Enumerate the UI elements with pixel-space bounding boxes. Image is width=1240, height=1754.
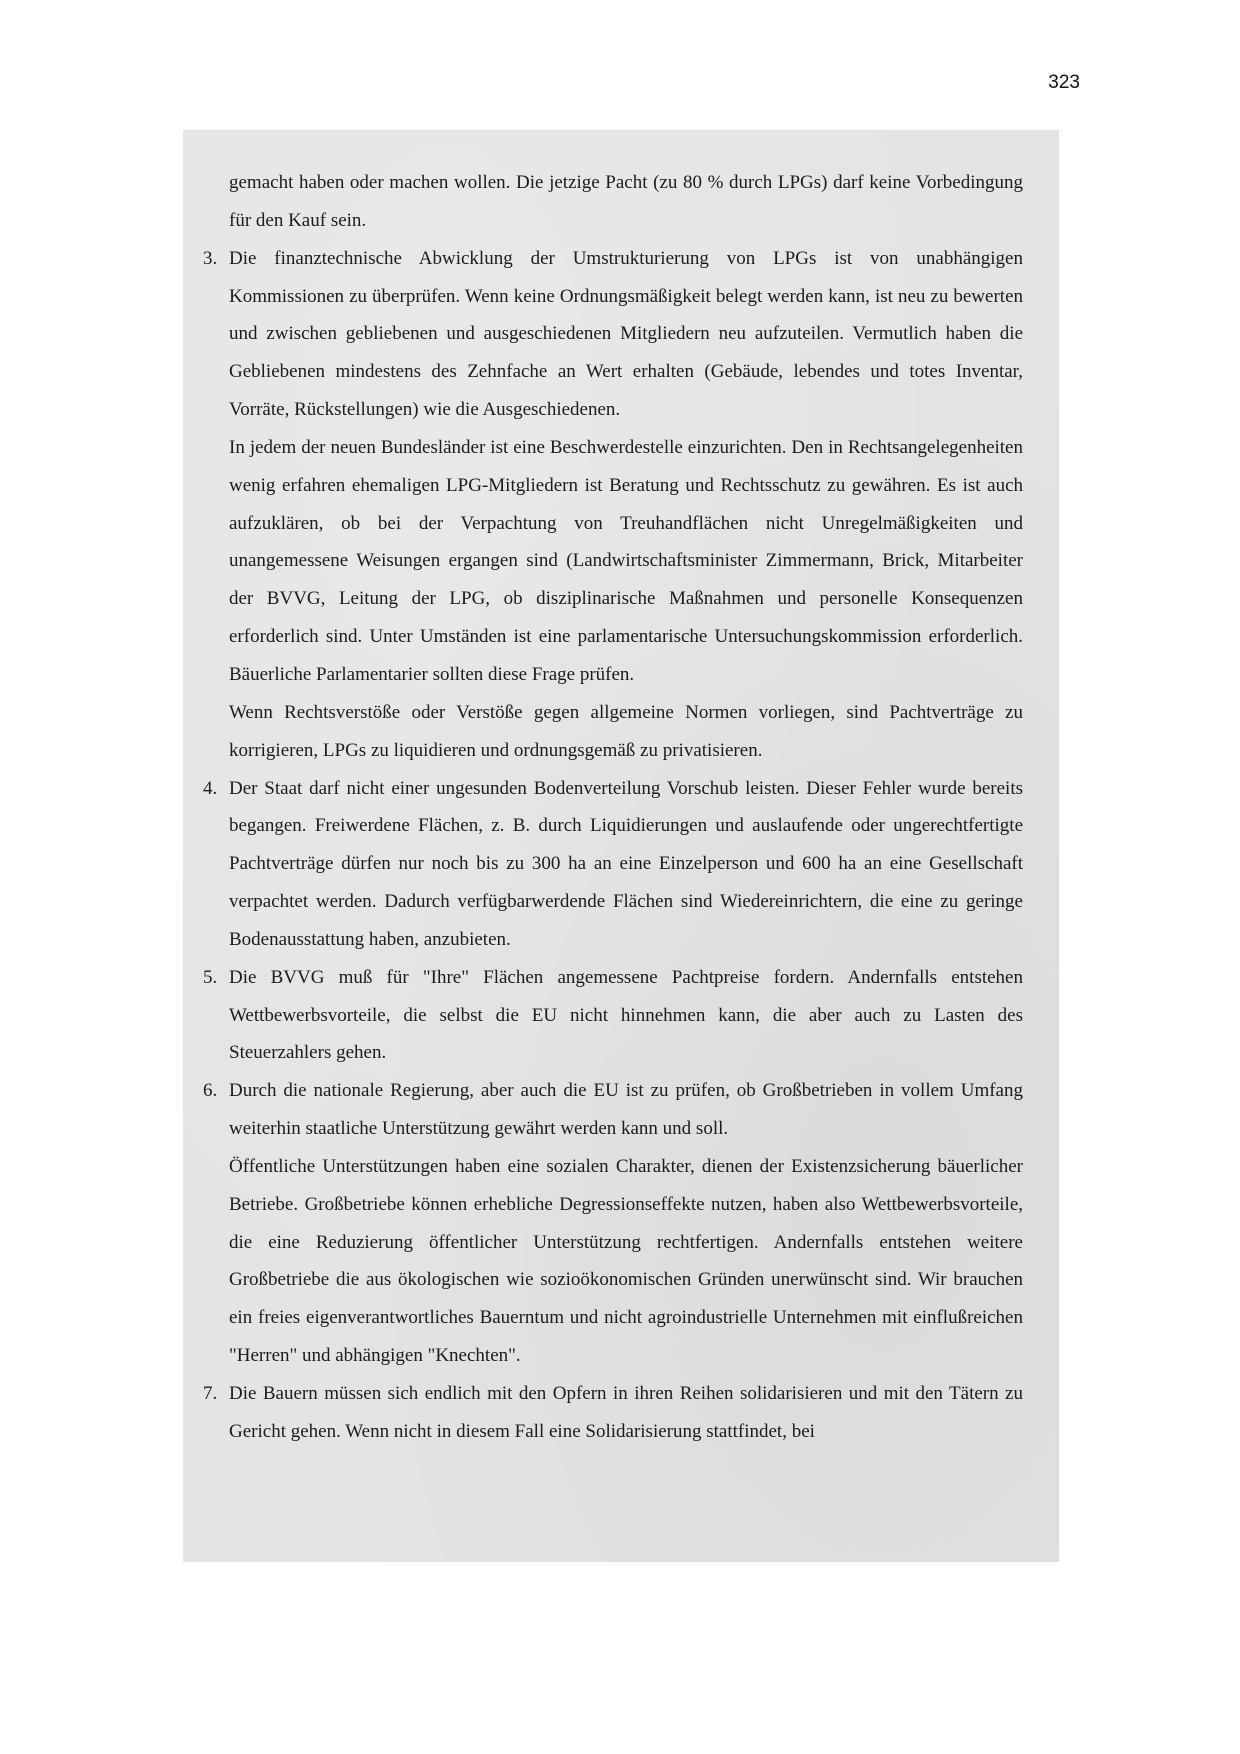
list-number: 3.	[203, 247, 218, 269]
list-item-text: Die finanztechnische Abwicklung der Umstrukturierung von LPGs ist von unabhängigen Kommissionen zu überprüfen. Wenn keine Ordnungsmäßigkeit belegt werden kann, ist neu zu bewerten und zwischen gebliebenen und ausgeschiedenen Mitgliedern neu aufzuteilen. Vermutlich haben die Gebliebenen mindestens des Zehnfache an Wert erhalten (Gebäude, lebendes und totes Inventar, Vorräte, Rückstellungen) wie die Ausgeschiedenen.	[229, 247, 1023, 421]
list-number: 6.	[203, 1080, 218, 1102]
list-number: 5.	[203, 966, 218, 988]
paragraph-text: In jedem der neuen Bundesländer ist eine Beschwerdestelle einzurichten. Den in Rechtsangelegenheiten wenig erfahren ehemaligen LPG-Mitgliedern ist Beratung und Rechtsschutz zu gewähren. Es ist auch aufzuklären, ob bei der Verpachtung von Treuhandflächen nicht Unregelmäßigkeiten und unangemessene Weisungen ergangen sind (Landwirtschaftsminister Zimmermann, Brick, Mitarbeiter der BVVG, Leitung der LPG, ob disziplinarische Maßnahmen und personelle Konsequenzen erforderlich sind. Unter Umständen ist eine parlamentarische Untersuchungskommission erforderlich. Bäuerliche Parlamentarier sollten diese Frage prüfen.	[229, 436, 1023, 685]
paragraph-text: Wenn Rechtsverstöße oder Verstöße gegen allgemeine Normen vorliegen, sind Pachtverträge zu korrigieren, LPGs zu liquidieren und ordnungsgemäß zu privatisieren.	[229, 701, 1023, 761]
list-item-7	[203, 1375, 1023, 1451]
list-item-4	[203, 770, 1023, 959]
list-number: 4.	[203, 777, 218, 799]
scanned-page	[183, 130, 1059, 1562]
list-item-5	[203, 959, 1023, 1073]
page-number: 323	[1048, 72, 1080, 93]
list-item-text: Durch die nationale Regierung, aber auch die EU ist zu prüfen, ob Großbetrieben in vollem Umfang weiterhin staatliche Unterstützung gewährt werden kann und soll.	[229, 1080, 1023, 1140]
paragraph-text: gemacht haben oder machen wollen. Die jetzige Pacht (zu 80 % durch LPGs) darf keine Vorbedingung für den Kauf sein.	[229, 172, 1023, 231]
paragraph-public-support	[229, 1148, 1023, 1375]
body-text	[203, 164, 1023, 1451]
paragraph-complaints-office	[229, 429, 1023, 694]
paragraph-legal-violations	[229, 694, 1023, 770]
paragraph-continuation	[229, 164, 1023, 240]
list-item-text: Der Staat darf nicht einer ungesunden Bodenverteilung Vorschub leisten. Dieser Fehler wurde bereits begangen. Freiwerdene Flächen, z. B. durch Liquidierungen und auslaufende oder ungerechtfertigte Pachtverträge dürfen nur noch bis zu 300 ha an eine Einzelperson und 600 ha an eine Gesellschaft verpachtet werden. Dadurch verfügbarwerdende Flächen sind Wiedereinrichtern, die eine zu geringe Bodenausstattung haben, anzubieten.	[229, 777, 1023, 950]
list-item-text: Die BVVG muß für "Ihre" Flächen angemessene Pachtpreise fordern. Andernfalls entstehen Wettbewerbsvorteile, die selbst die EU nicht hinnehmen kann, die aber auch zu Lasten des Steuerzahlers gehen.	[229, 966, 1023, 1064]
list-number: 7.	[203, 1383, 218, 1404]
list-item-6	[203, 1072, 1023, 1148]
list-item-text: Die Bauern müssen sich endlich mit den Opfern in ihren Reihen solidarisieren und mit den Tätern zu Gericht gehen. Wenn nicht in diesem Fall eine Solidarisierung stattfindet, bei	[229, 1383, 1023, 1442]
paragraph-text: Öffentliche Unterstützungen haben eine sozialen Charakter, dienen der Existenzsicherung bäuerlicher Betriebe. Großbetriebe können erhebliche Degressionseffekte nutzen, haben also Wettbewerbsvorteile, die eine Reduzierung öffentlicher Unterstützung rechtfertigen. Andernfalls entstehen weitere Großbetriebe die aus ökologischen wie sozioökonomischen Gründen unerwünscht sind. Wir brauchen ein freies eigenverantwortliches Bauerntum und nicht agroindustrielle Unternehmen mit einflußreichen "Herren" und abhängigen "Knechten".	[229, 1155, 1023, 1367]
list-item-3	[203, 240, 1023, 429]
